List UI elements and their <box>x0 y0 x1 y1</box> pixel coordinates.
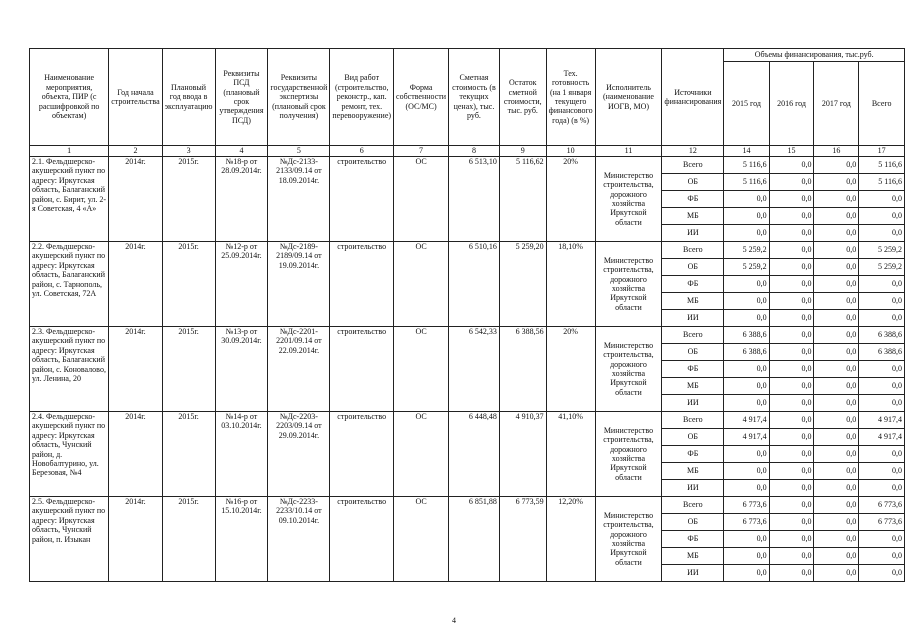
psd-details: №13-р от 30.09.2014г. <box>215 327 268 412</box>
funding-y2017: 0,0 <box>814 446 859 463</box>
funding-y2015: 0,0 <box>724 531 769 548</box>
column-number: 12 <box>662 146 724 157</box>
funding-y2016: 0,0 <box>769 514 814 531</box>
column-number: 14 <box>724 146 769 157</box>
funding-total: 0,0 <box>859 565 905 582</box>
funding-total: 5 259,2 <box>859 242 905 259</box>
psd-details: №12-р от 25.09.2014г. <box>215 242 268 327</box>
funding-y2017: 0,0 <box>814 276 859 293</box>
funding-y2017: 0,0 <box>814 412 859 429</box>
funding-y2015: 0,0 <box>724 361 769 378</box>
funding-total: 0,0 <box>859 310 905 327</box>
header-year-2015: 2015 год <box>724 62 769 146</box>
funding-y2015: 0,0 <box>724 208 769 225</box>
funding-total: 0,0 <box>859 531 905 548</box>
funding-y2015: 0,0 <box>724 293 769 310</box>
column-number: 17 <box>859 146 905 157</box>
start-year: 2014г. <box>109 242 162 327</box>
funding-source: ОБ <box>662 259 724 276</box>
plan-year: 2015г. <box>162 412 215 497</box>
header-work-type: Вид работ (строительство, реконстр., кап. ремонт, тех. перевооружение) <box>330 49 394 146</box>
psd-details: №18-р от 28.09.2014г. <box>215 157 268 242</box>
funding-source: МБ <box>662 378 724 395</box>
plan-year: 2015г. <box>162 497 215 582</box>
estimate-cost: 6 510,16 <box>449 242 500 327</box>
funding-total: 0,0 <box>859 208 905 225</box>
funding-y2015: 0,0 <box>724 276 769 293</box>
work-type: строительство <box>330 157 394 242</box>
funding-y2017: 0,0 <box>814 191 859 208</box>
funding-source: ОБ <box>662 344 724 361</box>
funding-y2016: 0,0 <box>769 293 814 310</box>
funding-y2017: 0,0 <box>814 531 859 548</box>
funding-source: МБ <box>662 293 724 310</box>
expertise-details: №Дс-2201-2201/09.14 от 22.09.2014г. <box>268 327 330 412</box>
funding-source: Всего <box>662 327 724 344</box>
funding-y2016: 0,0 <box>769 446 814 463</box>
funding-y2016: 0,0 <box>769 412 814 429</box>
header-funding: Объемы финансирования, тыс.руб. <box>724 49 905 62</box>
funding-y2015: 5 116,6 <box>724 174 769 191</box>
funding-total: 0,0 <box>859 395 905 412</box>
funding-source: МБ <box>662 463 724 480</box>
object-name: 2.4. Фельдшерско-акушерский пункт по адресу: Иркутская область, Чунский район, д. Новобалтурино, ул. Березовая, №4 <box>30 412 109 497</box>
header-sources: Источники финансирования <box>662 49 724 146</box>
funding-y2017: 0,0 <box>814 242 859 259</box>
funding-y2016: 0,0 <box>769 191 814 208</box>
funding-source: ФБ <box>662 446 724 463</box>
funding-y2017: 0,0 <box>814 480 859 497</box>
funding-y2016: 0,0 <box>769 361 814 378</box>
funding-source: ИИ <box>662 225 724 242</box>
funding-y2016: 0,0 <box>769 565 814 582</box>
plan-year: 2015г. <box>162 242 215 327</box>
funding-y2015: 0,0 <box>724 310 769 327</box>
funding-y2016: 0,0 <box>769 480 814 497</box>
funding-y2017: 0,0 <box>814 293 859 310</box>
work-type: строительство <box>330 497 394 582</box>
funding-source: Всего <box>662 412 724 429</box>
header-psd: Реквизиты ПСД (плановый срок утверждения ПСД) <box>215 49 268 146</box>
funding-y2016: 0,0 <box>769 276 814 293</box>
funding-y2016: 0,0 <box>769 310 814 327</box>
funding-y2017: 0,0 <box>814 310 859 327</box>
funding-y2017: 0,0 <box>814 327 859 344</box>
executor: Министерство строительства, дорожного хозяйства Иркутской области <box>595 412 662 497</box>
page-number: 4 <box>452 616 456 625</box>
funding-total: 4 917,4 <box>859 429 905 446</box>
start-year: 2014г. <box>109 157 162 242</box>
funding-y2016: 0,0 <box>769 327 814 344</box>
readiness-percent: 41,10% <box>546 412 595 497</box>
funding-total: 0,0 <box>859 361 905 378</box>
header-plan-year: Плановый год ввода в эксплуатацию <box>162 49 215 146</box>
funding-y2015: 0,0 <box>724 463 769 480</box>
financing-table <box>29 48 905 582</box>
estimate-cost: 6 851,88 <box>449 497 500 582</box>
executor: Министерство строительства, дорожного хозяйства Иркутской области <box>595 327 662 412</box>
work-type: строительство <box>330 412 394 497</box>
remaining-cost: 5 259,20 <box>499 242 546 327</box>
funding-y2016: 0,0 <box>769 225 814 242</box>
funding-y2015: 5 259,2 <box>724 242 769 259</box>
remaining-cost: 6 773,59 <box>499 497 546 582</box>
executor: Министерство строительства, дорожного хозяйства Иркутской области <box>595 497 662 582</box>
header-total: Всего <box>859 62 905 146</box>
column-number: 8 <box>449 146 500 157</box>
expertise-details: №Дс-2133-2133/09.14 от 18.09.2014г. <box>268 157 330 242</box>
funding-y2017: 0,0 <box>814 344 859 361</box>
funding-source: ОБ <box>662 514 724 531</box>
funding-y2017: 0,0 <box>814 514 859 531</box>
column-number: 9 <box>499 146 546 157</box>
header-readiness: Тех. готовность (на 1 января текущего финансового года) (в %) <box>546 49 595 146</box>
funding-total: 0,0 <box>859 225 905 242</box>
funding-source: ОБ <box>662 174 724 191</box>
funding-y2015: 0,0 <box>724 565 769 582</box>
column-number: 10 <box>546 146 595 157</box>
header-year-2017: 2017 год <box>814 62 859 146</box>
funding-source: ФБ <box>662 361 724 378</box>
funding-y2017: 0,0 <box>814 395 859 412</box>
ownership-form: ОС <box>394 242 449 327</box>
funding-y2015: 6 388,6 <box>724 327 769 344</box>
funding-total: 0,0 <box>859 293 905 310</box>
funding-y2017: 0,0 <box>814 497 859 514</box>
funding-total: 6 388,6 <box>859 327 905 344</box>
work-type: строительство <box>330 327 394 412</box>
funding-y2016: 0,0 <box>769 242 814 259</box>
estimate-cost: 6 542,33 <box>449 327 500 412</box>
funding-source: Всего <box>662 157 724 174</box>
object-name: 2.1. Фельдшерско-акушерский пункт по адресу: Иркутская область, Балаганский район, с. Бирит, ул. 2-я Советская, 4 «А» <box>30 157 109 242</box>
funding-source: МБ <box>662 548 724 565</box>
funding-y2015: 6 388,6 <box>724 344 769 361</box>
remaining-cost: 5 116,62 <box>499 157 546 242</box>
financing-table-sheet <box>29 48 905 582</box>
expertise-details: №Дс-2203-2203/09.14 от 29.09.2014г. <box>268 412 330 497</box>
funding-y2015: 0,0 <box>724 480 769 497</box>
funding-y2017: 0,0 <box>814 378 859 395</box>
column-number: 2 <box>109 146 162 157</box>
funding-y2017: 0,0 <box>814 361 859 378</box>
column-number: 16 <box>814 146 859 157</box>
funding-y2016: 0,0 <box>769 344 814 361</box>
funding-y2015: 0,0 <box>724 378 769 395</box>
funding-y2015: 4 917,4 <box>724 429 769 446</box>
funding-y2015: 6 773,6 <box>724 514 769 531</box>
estimate-cost: 6 513,10 <box>449 157 500 242</box>
funding-y2015: 0,0 <box>724 225 769 242</box>
plan-year: 2015г. <box>162 327 215 412</box>
funding-source: ФБ <box>662 191 724 208</box>
funding-source: ИИ <box>662 565 724 582</box>
start-year: 2014г. <box>109 497 162 582</box>
funding-y2016: 0,0 <box>769 531 814 548</box>
funding-y2015: 6 773,6 <box>724 497 769 514</box>
table-header <box>30 49 905 157</box>
funding-y2017: 0,0 <box>814 208 859 225</box>
expertise-details: №Дс-2233-2233/10.14 от 09.10.2014г. <box>268 497 330 582</box>
start-year: 2014г. <box>109 327 162 412</box>
psd-details: №14-р от 03.10.2014г. <box>215 412 268 497</box>
funding-y2016: 0,0 <box>769 174 814 191</box>
funding-total: 4 917,4 <box>859 412 905 429</box>
remaining-cost: 4 910,37 <box>499 412 546 497</box>
object-name: 2.2. Фельдшерско-акушерский пункт по адресу: Иркутская область, Балаганский район, с. Тарнополь, ул. Советская, 72А <box>30 242 109 327</box>
funding-y2016: 0,0 <box>769 259 814 276</box>
column-number-row <box>30 146 905 157</box>
header-start-year: Год начала строительства <box>109 49 162 146</box>
funding-source: ИИ <box>662 480 724 497</box>
funding-y2017: 0,0 <box>814 548 859 565</box>
funding-y2016: 0,0 <box>769 208 814 225</box>
header-name: Наименование мероприятия, объекта, ПИР (с расшифровкой по объектам) <box>30 49 109 146</box>
funding-total: 5 116,6 <box>859 157 905 174</box>
funding-source: ИИ <box>662 310 724 327</box>
work-type: строительство <box>330 242 394 327</box>
estimate-cost: 6 448,48 <box>449 412 500 497</box>
funding-total: 0,0 <box>859 548 905 565</box>
funding-total: 0,0 <box>859 463 905 480</box>
funding-y2017: 0,0 <box>814 259 859 276</box>
funding-total: 0,0 <box>859 378 905 395</box>
start-year: 2014г. <box>109 412 162 497</box>
funding-y2015: 0,0 <box>724 191 769 208</box>
funding-total: 0,0 <box>859 276 905 293</box>
readiness-percent: 12,20% <box>546 497 595 582</box>
funding-y2015: 5 259,2 <box>724 259 769 276</box>
funding-y2016: 0,0 <box>769 378 814 395</box>
funding-source: ОБ <box>662 429 724 446</box>
header-executor: Исполнитель (наименование ИОГВ, МО) <box>595 49 662 146</box>
header-year-2016: 2016 год <box>769 62 814 146</box>
table-row <box>30 157 905 174</box>
funding-total: 0,0 <box>859 480 905 497</box>
table-body <box>30 157 905 582</box>
remaining-cost: 6 388,56 <box>499 327 546 412</box>
column-number: 3 <box>162 146 215 157</box>
funding-total: 5 116,6 <box>859 174 905 191</box>
psd-details: №16-р от 15.10.2014г. <box>215 497 268 582</box>
funding-y2017: 0,0 <box>814 225 859 242</box>
readiness-percent: 18,10% <box>546 242 595 327</box>
funding-source: Всего <box>662 497 724 514</box>
funding-total: 0,0 <box>859 191 905 208</box>
funding-total: 6 773,6 <box>859 497 905 514</box>
column-number: 7 <box>394 146 449 157</box>
funding-y2016: 0,0 <box>769 497 814 514</box>
column-number: 15 <box>769 146 814 157</box>
object-name: 2.3. Фельдшерско-акушерский пункт по адресу: Иркутская область, Балаганский район, с. Коноваловo, ул. Ленина, 20 <box>30 327 109 412</box>
funding-y2017: 0,0 <box>814 463 859 480</box>
executor: Министерство строительства, дорожного хозяйства Иркутской области <box>595 242 662 327</box>
funding-y2015: 4 917,4 <box>724 412 769 429</box>
funding-y2015: 0,0 <box>724 548 769 565</box>
funding-source: ИИ <box>662 395 724 412</box>
header-expertise: Реквизиты государственной экспертизы (плановый срок получения) <box>268 49 330 146</box>
funding-y2016: 0,0 <box>769 548 814 565</box>
funding-y2016: 0,0 <box>769 395 814 412</box>
column-number: 11 <box>595 146 662 157</box>
funding-y2015: 0,0 <box>724 446 769 463</box>
column-number: 5 <box>268 146 330 157</box>
readiness-percent: 20% <box>546 157 595 242</box>
column-number: 6 <box>330 146 394 157</box>
funding-total: 6 773,6 <box>859 514 905 531</box>
table-row <box>30 497 905 514</box>
ownership-form: ОС <box>394 157 449 242</box>
executor: Министерство строительства, дорожного хозяйства Иркутской области <box>595 157 662 242</box>
funding-y2015: 0,0 <box>724 395 769 412</box>
table-row <box>30 412 905 429</box>
ownership-form: ОС <box>394 497 449 582</box>
ownership-form: ОС <box>394 327 449 412</box>
funding-total: 5 259,2 <box>859 259 905 276</box>
header-estimate: Сметная стоимость (в текущих ценах), тыс. руб. <box>449 49 500 146</box>
funding-y2016: 0,0 <box>769 429 814 446</box>
plan-year: 2015г. <box>162 157 215 242</box>
funding-y2017: 0,0 <box>814 157 859 174</box>
funding-source: ФБ <box>662 531 724 548</box>
table-row <box>30 327 905 344</box>
header-ownership: Форма собственности (ОС/МС) <box>394 49 449 146</box>
funding-y2016: 0,0 <box>769 463 814 480</box>
funding-source: МБ <box>662 208 724 225</box>
funding-source: Всего <box>662 242 724 259</box>
funding-y2015: 5 116,6 <box>724 157 769 174</box>
expertise-details: №Дс-2189-2189/09.14 от 19.09.2014г. <box>268 242 330 327</box>
funding-total: 6 388,6 <box>859 344 905 361</box>
funding-y2017: 0,0 <box>814 174 859 191</box>
table-row <box>30 242 905 259</box>
object-name: 2.5. Фельдшерско-акушерский пункт по адресу: Иркутская область, Чунский район, п. Изыкан <box>30 497 109 582</box>
funding-y2017: 0,0 <box>814 565 859 582</box>
column-number: 4 <box>215 146 268 157</box>
funding-y2017: 0,0 <box>814 429 859 446</box>
funding-total: 0,0 <box>859 446 905 463</box>
funding-source: ФБ <box>662 276 724 293</box>
header-remainder: Остаток сметной стоимости, тыс. руб. <box>499 49 546 146</box>
funding-y2016: 0,0 <box>769 157 814 174</box>
column-number: 1 <box>30 146 109 157</box>
readiness-percent: 20% <box>546 327 595 412</box>
ownership-form: ОС <box>394 412 449 497</box>
